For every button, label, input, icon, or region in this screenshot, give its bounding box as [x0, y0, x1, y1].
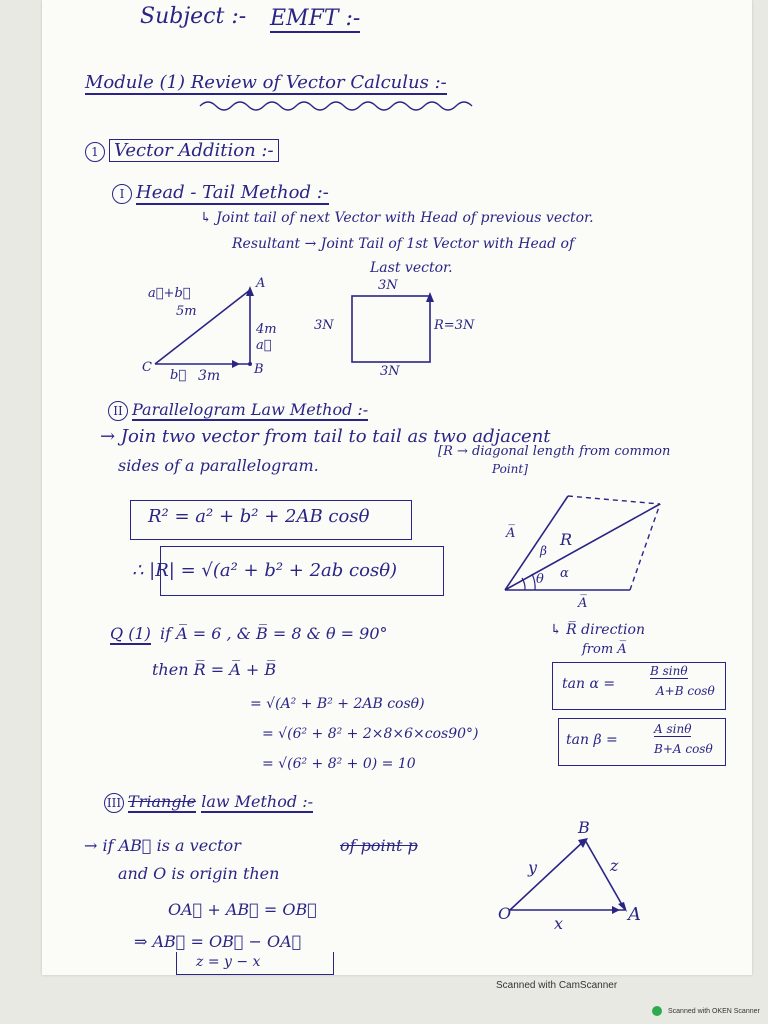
method2-note2: Point] [492, 462, 528, 476]
okenscanner-text: Scanned with OKEN Scanner [668, 1007, 760, 1015]
question-line1: if A̅ = 6 , & B̅ = 8 & θ = 90° [160, 624, 388, 643]
method2-note1: [R → diagonal length from common [438, 444, 671, 459]
method3-line5: z = y − x [196, 954, 261, 970]
question-line5: = √(6² + 8² + 0) = 10 [262, 756, 416, 772]
question-direction1: ↳ R̅ direction [550, 622, 645, 638]
question-line4: = √(6² + 8² + 2×8×6×cos90°) [262, 726, 479, 742]
fig4-label-a: A [628, 904, 641, 925]
question-direction2: from A̅ [582, 642, 627, 657]
fig3-label-beta: β [540, 544, 547, 558]
fig1-label-4m: 4m [256, 322, 277, 337]
fig1-label-3m: 3m [198, 368, 221, 384]
method3-title-struck: Triangle [128, 792, 197, 811]
method3-line2: and O is origin then [118, 864, 280, 883]
fig2-right-label: R=3N [434, 318, 475, 333]
subject-value: EMFT :- [270, 6, 361, 31]
tan-beta-lhs: tan β = [566, 732, 618, 748]
fig2-left-label: 3N [314, 318, 334, 333]
fig1-point-c: C [142, 360, 152, 375]
fig4-label-b: B [578, 818, 590, 837]
fig3-label-a-bottom: A̅ [578, 596, 588, 611]
fig4-label-x: x [554, 914, 564, 933]
method1-resultant-cont: Last vector. [370, 260, 453, 276]
fig4-label-z: z [610, 856, 619, 875]
method3-line4: ⇒ AB⃗ = OB⃗ − OA⃗ [134, 932, 302, 951]
fig2-bottom-label: 3N [380, 364, 400, 379]
section1-number: 1 [85, 142, 105, 162]
fig3-label-theta: θ [536, 572, 544, 587]
method2-line1: → Join two vector from tail to tail as two adjacent [100, 426, 551, 447]
question-line3: = √(A² + B² + 2AB cosθ) [250, 696, 425, 712]
fig1-label-b: b⃗ [170, 368, 187, 383]
method1-rule: ↳ Joint tail of next Vector with Head of previous vector. [200, 210, 594, 226]
method1-number: I [112, 184, 132, 204]
fig1-label-a: a⃗ [256, 338, 272, 353]
camscanner-watermark: Scanned with CamScanner [496, 980, 618, 991]
method3-line1-struck: of point p [340, 836, 418, 855]
method2-line2: sides of a parallelogram. [118, 456, 319, 475]
method3-line1: → if AB⃗ is a vector [84, 836, 241, 855]
fig3-label-r: R [560, 530, 573, 549]
fig1-label-5m: 5m [176, 304, 197, 319]
tan-alpha-den: A+B cosθ [656, 684, 715, 698]
method2-title: Parallelogram Law Method :- [132, 400, 369, 419]
fig3-label-alpha: α [560, 566, 569, 581]
fig1-point-b: B [254, 362, 264, 377]
fig1-label-sum: a⃗+b⃗ [148, 286, 191, 301]
fig4-label-y: y [528, 858, 538, 877]
subject-label: Subject :- [140, 4, 247, 29]
method3-line3: OA⃗ + AB⃗ = OB⃗ [168, 900, 317, 919]
section1-title: Vector Addition :- [109, 139, 279, 162]
method1-resultant: Resultant → Joint Tail of 1st Vector with Head of [232, 236, 575, 252]
method3-number: III [104, 793, 124, 813]
tan-beta-den: B+A cosθ [654, 742, 713, 756]
question-line2: then R̅ = A̅ + B̅ [152, 660, 277, 679]
tan-beta-num: A sinθ [654, 722, 692, 736]
method3-title: law Method :- [201, 792, 313, 811]
fig2-top-label: 3N [378, 278, 398, 293]
module-title: Module (1) Review of Vector Calculus :- [85, 72, 447, 93]
formula1: R² = a² + b² + 2AB cosθ [148, 506, 370, 527]
method2-number: II [108, 401, 128, 421]
tan-alpha-num: B sinθ [650, 664, 688, 678]
fig4-label-o: O [498, 904, 512, 923]
formula2: ∴ |R| = √(a² + b² + 2ab cosθ) [132, 560, 398, 581]
tan-alpha-lhs: tan α = [562, 676, 616, 692]
fig1-point-a: A [256, 276, 266, 291]
fig3-label-a-top: A̅ [506, 526, 516, 541]
question-label: Q (1) [110, 624, 151, 643]
okenscanner-logo-icon [652, 1006, 662, 1016]
okenscanner-badge [652, 1006, 760, 1016]
method1-title: Head - Tail Method :- [136, 182, 329, 203]
